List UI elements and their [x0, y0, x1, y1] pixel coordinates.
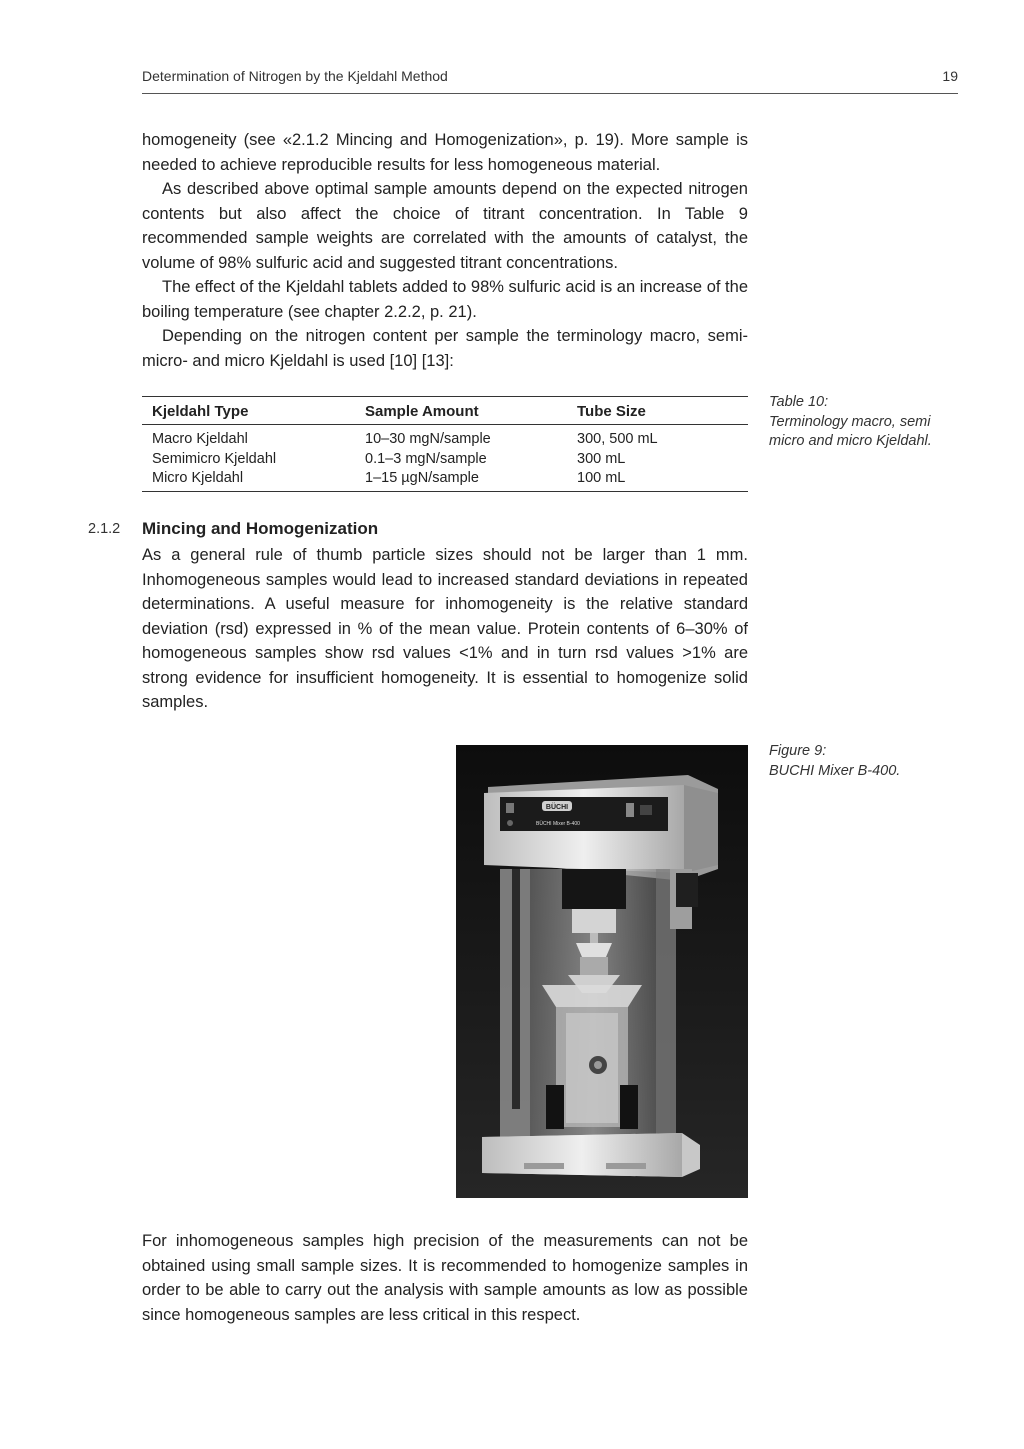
mixer-photo — [456, 745, 748, 1198]
paragraph: Depending on the nitrogen content per sample the terminology macro, semi-micro- and micro Kjeldahl is used [10] [13]: — [142, 327, 748, 370]
table-row — [142, 425, 748, 450]
section-paragraph — [142, 543, 748, 715]
table-cell: 300 mL — [577, 450, 626, 467]
table-caption-label: Table 10: — [769, 394, 829, 410]
paragraph: As a general rule of thumb particle sizes should not be larger than 1 mm. Inhomogeneous samples would lead to increased standard deviations in repeated determinations. A useful measure for inhomogeneity is the relative standard deviation (rsd) expressed in % of the mean value. Protein contents of 6–30% of homogeneous samples show rsd values <1% and in turn rsd values >1% are strong evidence for insufficient homogeneity. It is essential to homogenize solid samples. — [142, 546, 748, 711]
kjeldahl-terminology-table — [142, 396, 748, 492]
table-cell: 0.1–3 mgN/sample — [365, 450, 487, 467]
paragraph: For inhomogeneous samples high precision of the measurements can not be obtained using small sample sizes. It is recommended to homogenize samples in order to be able to carry out the analysis with sample amounts as low as possible since homogeneous samples are less critical in this respect. — [142, 1232, 748, 1324]
page-number: 19 — [942, 68, 958, 84]
figure-caption-text: BUCHI Mixer B-400. — [769, 762, 901, 779]
model-label: BÜCHI Mixer B-400 — [536, 821, 580, 827]
table-row — [142, 450, 748, 470]
table-cell: Semimicro Kjeldahl — [152, 450, 277, 467]
figure-caption-label: Figure 9: — [769, 743, 827, 759]
table-row — [142, 469, 748, 491]
paragraph: The effect of the Kjeldahl tablets added to 98% sulfuric acid is an increase of the boiling temperature (see chapter 2.2.2, p. 21). — [142, 278, 748, 321]
table-caption-text: Terminology macro, semi micro and micro Kjeldahl. — [769, 413, 932, 449]
intro-paragraphs — [142, 128, 748, 373]
section-title: Mincing and Homogenization — [142, 519, 379, 538]
figure-caption — [769, 742, 969, 781]
paragraph: homogeneity (see «2.1.2 Mincing and Homogenization», p. 19). More sample is needed to achieve reproducible results for less homogeneous material. — [142, 131, 748, 174]
table-cell: Macro Kjeldahl — [152, 431, 248, 447]
column-header: Tube Size — [567, 397, 748, 425]
table-cell: 1–15 µgN/sample — [365, 470, 479, 486]
paragraph: As described above optimal sample amounts depend on the expected nitrogen contents but also affect the choice of titrant concentration. In Table 9 recommended sample weights are correlated with the amounts of catalyst, the volume of 98% sulfuric acid and suggested titrant concentrations. — [142, 180, 748, 272]
column-header: Kjeldahl Type — [142, 397, 355, 425]
column-header: Sample Amount — [355, 397, 567, 425]
table-cell: 10–30 mgN/sample — [365, 431, 491, 447]
table-cell: Micro Kjeldahl — [152, 470, 244, 486]
running-header — [142, 66, 958, 94]
table-header-row — [142, 397, 748, 425]
running-header-title: Determination of Nitrogen by the Kjeldahl Method — [142, 68, 448, 84]
closing-paragraph — [142, 1229, 748, 1327]
brand-logo: BÜCHI — [545, 804, 569, 811]
table-cell: 300, 500 mL — [577, 431, 658, 447]
section-number: 2.1.2 — [88, 521, 121, 537]
table-cell: 100 mL — [577, 470, 626, 486]
table-caption — [769, 393, 969, 452]
